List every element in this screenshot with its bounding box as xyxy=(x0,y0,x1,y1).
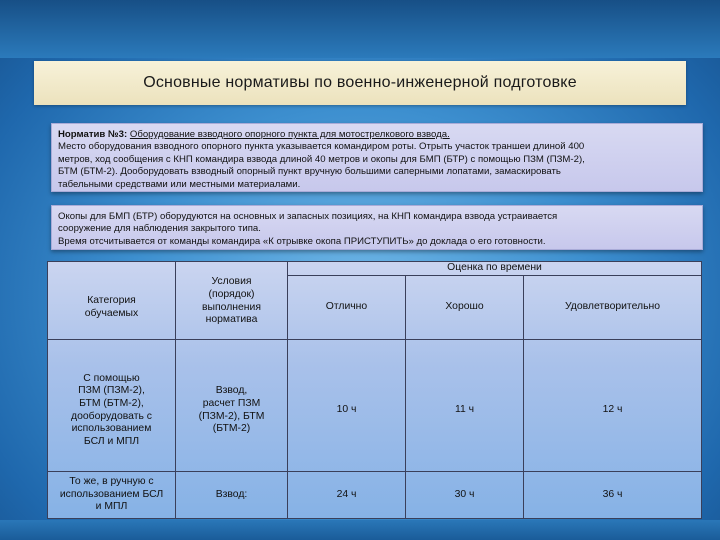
norms-table-container xyxy=(47,261,701,518)
header-conditions-line: (порядок) xyxy=(208,288,255,300)
normative-line: метров, ход сообщения с КНП командира взвода длиной 40 метров и окопы для БМП (БТР) с помощью ПЗМ (ПЗМ-2), xyxy=(58,153,585,165)
row-category-line: использованием БСЛ xyxy=(59,488,164,500)
header-conditions-line: Условия xyxy=(211,276,252,288)
value-good: 30 ч xyxy=(406,472,524,519)
header-conditions-line: норматива xyxy=(205,314,258,326)
normative-description-box xyxy=(51,123,703,192)
header-grade-satisfactory: Удовлетворительно xyxy=(524,276,702,340)
row-conditions-line: (ПЗМ-2), БТМ xyxy=(198,410,265,422)
row-category-line: То же, в ручную с xyxy=(69,476,154,488)
normative-heading xyxy=(58,129,696,141)
normative-line: БТМ (БТМ-2). Дооборудовать взводный опорный пункт вручную большими саперными лопатами, замаскировать xyxy=(58,166,561,178)
note-line: сооружение для наблюдения закрытого типа. xyxy=(58,223,261,235)
header-grade-good: Хорошо xyxy=(406,276,524,340)
row-conditions-line: расчет ПЗМ xyxy=(202,397,261,409)
notes-box xyxy=(51,205,703,250)
value-satisfactory: 36 ч xyxy=(524,472,702,519)
row-conditions-line: (БТМ-2) xyxy=(212,423,251,435)
title-banner xyxy=(34,61,686,105)
row-category xyxy=(48,340,176,472)
header-category-line: обучаемых xyxy=(84,307,139,319)
normative-line: Место оборудования взводного опорного пункта указывается командиром роты. Отрыть участок траншеи длиной 400 xyxy=(58,141,585,153)
row-conditions-line: Взвод, xyxy=(215,385,248,397)
background-top-band xyxy=(0,0,720,58)
row-category-line: ПЗМ (ПЗМ-2), xyxy=(78,385,145,397)
row-category-line: и МПЛ xyxy=(95,501,128,513)
row-category-line: использованием xyxy=(71,423,152,435)
value-excellent: 10 ч xyxy=(288,340,406,472)
row-category xyxy=(48,472,176,519)
header-category xyxy=(48,262,176,340)
row-conditions xyxy=(176,340,288,472)
note-line: Окопы для БМП (БТР) оборудуются на основных и запасных позициях, на КНП командира взвода устраивается xyxy=(58,211,558,222)
row-category-line: дооборудовать с xyxy=(71,410,152,422)
header-category-line: Категория xyxy=(87,294,136,306)
normative-line: табельными средствами или местными материалами. xyxy=(58,178,301,190)
row-category-line: БТМ (БТМ-2), xyxy=(79,397,144,409)
header-conditions xyxy=(176,262,288,340)
table-row xyxy=(48,340,702,472)
header-evaluation: Оценка по времени xyxy=(288,262,702,276)
row-conditions xyxy=(176,472,288,519)
norms-table xyxy=(47,261,702,519)
normative-label: Норматив №3: xyxy=(58,129,128,140)
row-conditions-line: Взвод: xyxy=(215,488,248,500)
header-grade-excellent: Отлично xyxy=(288,276,406,340)
background-bottom-band xyxy=(0,520,720,540)
note-line: Время отсчитывается от команды командира «К отрывке окопа ПРИСТУПИТЬ» до доклада о его готовности. xyxy=(58,235,546,247)
header-conditions-line: выполнения xyxy=(202,301,261,313)
value-good: 11 ч xyxy=(406,340,524,472)
row-category-line: С помощью xyxy=(83,372,140,384)
value-excellent: 24 ч xyxy=(288,472,406,519)
row-category-line: БСЛ и МПЛ xyxy=(83,435,140,447)
page-title: Основные нормативы по военно-инженерной подготовке xyxy=(143,74,577,91)
table-row xyxy=(48,472,702,519)
normative-name: Оборудование взводного опорного пункта для мотострелкового взвода. xyxy=(129,129,450,140)
value-satisfactory: 12 ч xyxy=(524,340,702,472)
